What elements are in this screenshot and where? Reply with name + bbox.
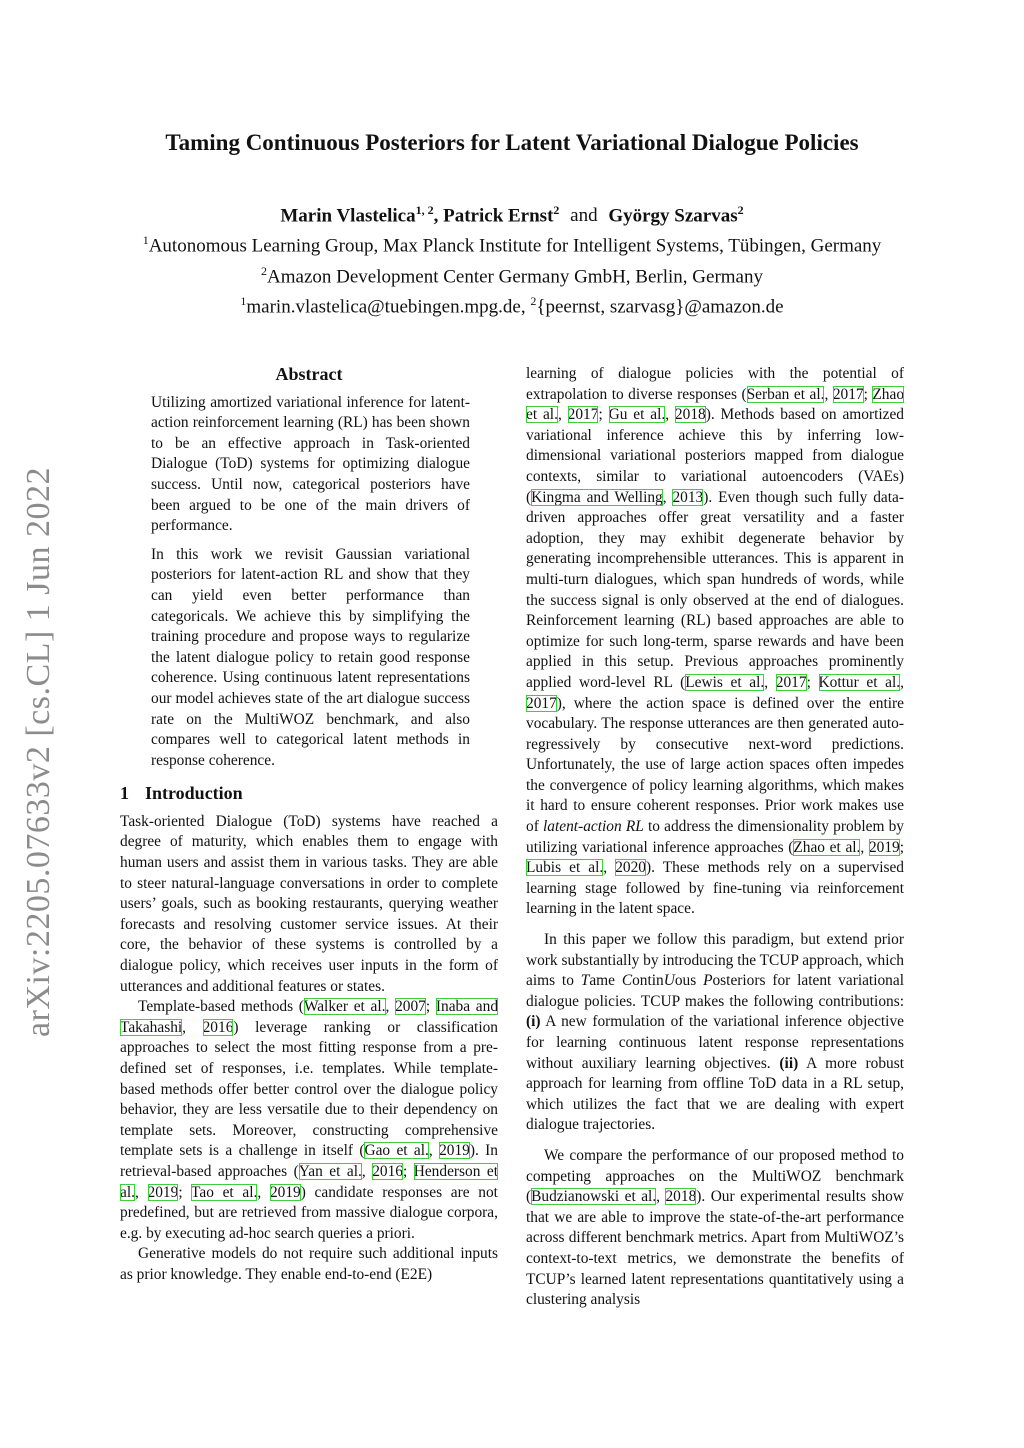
citation-link[interactable]: 2017: [567, 406, 599, 424]
author-affil-sup: 2: [553, 203, 560, 217]
section-title: Introduction: [145, 783, 243, 804]
author-emails: [60, 289, 964, 319]
citation-link[interactable]: Inaba and Takahashi: [120, 998, 499, 1036]
citation-link[interactable]: 2016: [372, 1162, 403, 1180]
contribution-marker: (i): [526, 1013, 541, 1031]
affiliation: [60, 228, 964, 258]
intro-paragraph: In this paper we follow this paradigm, but extend prior work substantially by introducing the TCUP approach, which aims to Tame ContinUous Posteriors for latent variational dialogue policies. TCUP makes the following contributions: (i) A new formulation of the variational inference objective for learning continuous latent response representations without auxiliary learning objectives. (ii) A more robust approach for learning from offline ToD data in a RL setup, which utilizes the fact that we are dealing with expert dialogue trajectories.: [526, 931, 905, 1134]
email-sup: 1: [240, 293, 247, 308]
affiliation-sup: 2: [261, 263, 268, 278]
citation-link[interactable]: 2017: [832, 385, 864, 403]
email-address[interactable]: {peernst, szarvasg}@amazon.de: [536, 296, 784, 318]
right-column: [526, 364, 904, 1311]
citation-link[interactable]: 2018: [665, 1188, 697, 1206]
author-names: [60, 198, 964, 228]
acronym-letter: P: [703, 972, 713, 990]
acronym-letter: T: [580, 972, 590, 990]
author-and: and: [570, 205, 598, 227]
citation-link[interactable]: Tao et al.: [191, 1183, 258, 1201]
citation-link[interactable]: Walker et al.: [303, 998, 386, 1016]
affiliation-text: Amazon Development Center Germany GmbH, Berlin, Germany: [267, 265, 763, 287]
section-heading-introduction: [120, 783, 498, 804]
citation-link[interactable]: Budzianowski et al.: [531, 1188, 657, 1206]
citation-link[interactable]: 2019: [439, 1142, 470, 1160]
citation-link[interactable]: Gao et al.: [364, 1142, 429, 1160]
citation-link[interactable]: Yan et al.: [298, 1162, 362, 1180]
citation-link[interactable]: Zhao et al.: [526, 385, 905, 424]
acronym-letter: U: [663, 972, 675, 990]
affiliation: [60, 259, 964, 289]
citation-link[interactable]: 2018: [674, 406, 706, 424]
intro-paragraph: learning of dialogue policies with the potential of extrapolation to diverse responses (Serban et al., 2017; Zhao et al., 2017; Gu et al., 2018). Methods based on amortized variational inference achieve this by inferring low-dimensional variational posteriors mapped from dialogue contexts, similar to variational autoencoders (VAEs) (Kingma and Welling, 2013). Even though such fully data-driven approaches offer great versatility and a faster adoption, they may exhibit degenerate behavior by generating incomprehensible utterances. This is apparent in multi-turn dialogues, which span hundreds of words, while the success signal is only observed at the end of dialogues. Reinforcement learning (RL) based approaches are able to optimize for such long-term, sparse rewards and have been applied in this setup. Previous approaches prominently applied word-level RL (Lewis et al., 2017; Kottur et al., 2017), where the action space is defined over the entire vocabulary. The response utterances are then generated auto-regressively by consecutive next-word predictions. Unfortunately, the use of large action spaces often impedes the convergence of policy learning algorithms, which makes it hard to ensure coherent responses. Prior work makes use of latent-action RL to address the dimensionality problem by utilizing variational inference approaches (Zhao et al., 2019; Lubis et al., 2020). These methods rely on a supervised learning stage followed by fine-tuning via reinforcement learning in the latent space.: [526, 365, 905, 918]
abstract-paragraph: Utilizing amortized variational inference for latent-action reinforcement learning (RL) has been shown to be an effective approach in Task-oriented Dialogue (ToD) systems for optimizing dialogue success. Until now, categorical posteriors have been argued to be one of the main drivers of performance.: [151, 393, 470, 535]
citation-link[interactable]: Zhao et al.: [793, 838, 861, 856]
email-sup: 2: [530, 293, 537, 308]
citation-link[interactable]: 2017: [775, 673, 807, 691]
citation-link[interactable]: 2013: [672, 488, 704, 506]
author-affil-sup: 2: [737, 203, 744, 217]
abstract-paragraph: In this work we revisit Gaussian variational posteriors for latent-action RL and show that they can yield even better performance than categoricals. We achieve this by simplifying the training procedure and propose ways to regularize the latent dialogue policy to retain good response coherence. Using continuous latent representations our model achieves state of the art dialogue success rate on the MultiWOZ benchmark, and also compares well to categorical latent methods in response coherence.: [151, 545, 470, 769]
author-affil-sup: 1, 2: [415, 203, 434, 217]
author-block: [60, 198, 964, 319]
paper-title: Taming Continuous Posteriors for Latent Variational Dialogue Policies: [165, 130, 859, 155]
emphasis-term: latent-action RL: [543, 818, 644, 836]
citation-link[interactable]: Kingma and Welling: [531, 488, 663, 506]
left-column: [120, 364, 498, 1286]
acronym-letter: C: [621, 972, 633, 990]
citation-link[interactable]: Serban et al.: [746, 385, 825, 403]
citation-link[interactable]: 2017: [526, 694, 557, 712]
citation-link[interactable]: Henderson et al.: [120, 1162, 498, 1201]
intro-paragraph: Template-based methods (Walker et al., 2007; Inaba and Takahashi, 2016) leverage ranking or classification approaches to select the most fitting response from a pre-defined set of responses, i.e. templates. While template-based methods offer better control over the dialogue policy behavior, they are less versatile due to their dependency on template sets. Moreover, constructing comprehensive template sets is a challenge in itself (Gao et al., 2019). In retrieval-based approaches (Yan et al., 2016; Henderson et al., 2019; Tao et al., 2019) candidate responses are not predefined, but are retrieved from massive dialogue corpora, e.g. by executing ad-hoc search queries a priori.: [120, 998, 499, 1242]
intro-paragraph: Generative models do not require such additional inputs as prior knowledge. They enable end-to-end (E2E): [120, 1245, 498, 1283]
author-separator: ,: [433, 205, 439, 227]
email-address[interactable]: marin.vlastelica@tuebingen.mpg.de,: [246, 296, 526, 318]
arxiv-identifier: arXiv:2205.07633v2 [cs.CL] 1 Jun 2022: [20, 467, 57, 1038]
citation-link[interactable]: Kottur et al.: [818, 673, 901, 691]
citation-link[interactable]: Lewis et al.: [685, 673, 765, 691]
author-name: György Szarvas: [608, 205, 738, 227]
contribution-marker: (ii): [779, 1054, 799, 1072]
affiliation-sup: 1: [142, 233, 149, 248]
citation-link[interactable]: 2016: [202, 1018, 234, 1036]
intro-paragraph: We compare the performance of our proposed method to competing approaches on the MultiWOZ benchmark (Budzianowski et al., 2018). Our experimental results show that we are able to improve the state-of-the-art performance across different benchmark metrics. Apart from MultiWOZ’s context-to-text metrics, we demonstrate the benefits of TCUP’s learned latent representations quantitatively using a clustering analysis: [526, 1146, 904, 1309]
citation-link[interactable]: Lubis et al.: [526, 859, 604, 877]
author-name: Marin Vlastelica: [280, 205, 416, 227]
section-number: 1: [120, 783, 129, 804]
citation-link[interactable]: Gu et al.: [608, 406, 666, 424]
abstract-body: [151, 393, 470, 772]
citation-link[interactable]: 2019: [269, 1183, 301, 1201]
affiliation-text: Autonomous Learning Group, Max Planck Institute for Intelligent Systems, Tübingen, Germany: [148, 235, 882, 257]
citation-link[interactable]: 2019: [147, 1183, 179, 1201]
citation-link[interactable]: 2007: [395, 998, 426, 1016]
abstract-heading: Abstract: [275, 364, 343, 384]
citation-link[interactable]: 2019: [868, 838, 900, 856]
author-name: Patrick Ernst: [443, 205, 554, 227]
citation-link[interactable]: 2020: [615, 859, 646, 877]
intro-paragraph: Task-oriented Dialogue (ToD) systems have reached a degree of maturity, which enables them to engage with human users and assist them in various tasks. They are able to steer natural-language conversations in order to complete users’ goals, such as booking restaurants, querying weather forecasts and resolving customer service issues. At their core, the behavior of these systems is controlled by a dialogue policy, which receives user inputs in the form of utterances and additional features or states.: [120, 812, 498, 995]
